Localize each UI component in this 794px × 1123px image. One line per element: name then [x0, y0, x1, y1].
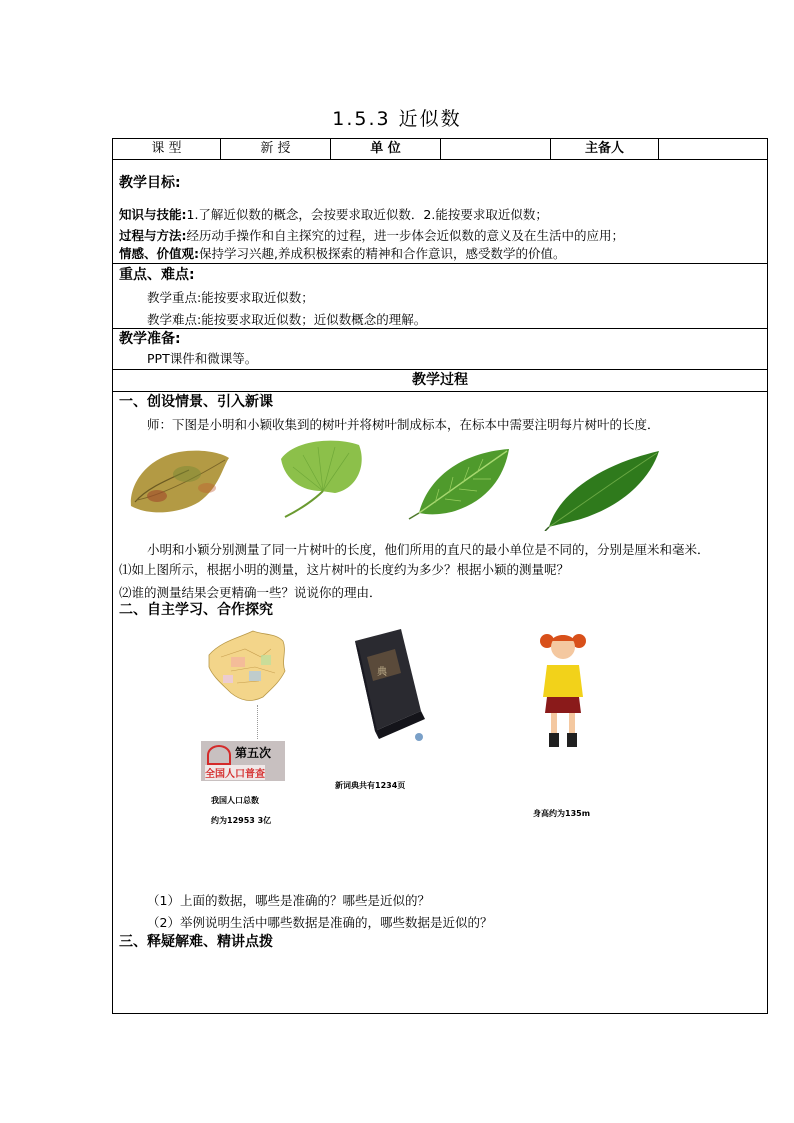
process-heading: 教学过程 [412, 372, 468, 388]
census-badge-line2: 全国人口普查 [205, 765, 265, 780]
population-caption-2: 约为12953 3亿 [211, 816, 272, 825]
population-caption-1: 我国人口总数 [211, 796, 259, 805]
objectives-heading: 教学目标: [119, 175, 181, 191]
preparation-heading: 教学准备: [119, 331, 181, 347]
process-label: 过程与方法: [119, 228, 187, 243]
section2-question-1: （1）上面的数据，哪些是准确的？哪些是近似的？ [147, 893, 430, 908]
divider [113, 391, 767, 392]
preparer-value [659, 139, 767, 159]
difficult-point-line [147, 312, 426, 328]
section2-heading: 二、自主学习、合作探究 [119, 602, 273, 618]
knowledge-text: 1.了解近似数的概念，会按要求取近似数．2.能按要求取近似数； [186, 207, 548, 222]
emotion-text: 保持学习兴趣,养成积极探索的精神和合作意识，感受数学的价值。 [199, 246, 566, 261]
preparer-label: 主备人 [551, 139, 659, 159]
emotion-label: 情感、价值观: [119, 246, 199, 261]
census-badge-line1: 第五次 [235, 746, 272, 760]
difficult-point-label: 教学难点: [147, 312, 202, 327]
census-badge [201, 741, 285, 781]
difficult-point-text: 能按要求取近似数；近似数概念的理解。 [201, 312, 427, 327]
ginkgo-leaf-image [263, 435, 373, 521]
long-leaf-image [541, 447, 663, 531]
height-caption: 身高约为135m [533, 809, 591, 818]
section1-question-1: ⑴如上图所示，根据小明的测量，这片树叶的长度约为多少？根据小颖的测量呢？ [119, 562, 570, 577]
section2-question-2: （2）举例说明生活中哪些数据是准确的，哪些数据是近似的？ [147, 915, 493, 930]
svg-text:典: 典 [377, 667, 387, 678]
page-title: 1.5.3 近似数 [332, 108, 462, 130]
divider [113, 263, 767, 264]
unit-label: 单 位 [331, 139, 441, 159]
course-type-value: 新 授 [221, 139, 331, 159]
section1-question-2: ⑵谁的测量结果会更精确一些？说说你的理由． [119, 585, 382, 600]
emotion-line [119, 246, 565, 262]
knowledge-label: 知识与技能: [119, 207, 187, 222]
key-point-text: 能按要求取近似数； [201, 290, 314, 305]
preparation-text: PPT课件和微课等。 [147, 351, 258, 366]
section1-heading: 一、创设情景、引入新课 [119, 394, 273, 410]
section1-paragraph: 小明和小颖分别测量了同一片树叶的长度，他们所用的直尺的最小单位是不同的，分别是厘米和毫米． [147, 542, 710, 557]
section1-intro: 师：下图是小明和小颖收集到的树叶并将树叶制成标本，在标本中需要注明每片树叶的长度． [147, 417, 660, 432]
unit-value [441, 139, 551, 159]
dictionary-caption: 新词典共有1234页 [335, 781, 406, 790]
key-points-heading: 重点、难点: [119, 267, 195, 283]
serrated-leaf-image [405, 441, 517, 521]
knowledge-line [119, 207, 548, 223]
header-row [113, 139, 767, 160]
map-dotted-line [257, 705, 268, 739]
key-point-label: 教学重点: [147, 290, 202, 305]
key-point-line [147, 290, 314, 306]
lesson-plan-table [112, 138, 768, 1014]
process-line [119, 228, 624, 244]
dictionary-book-image [349, 627, 433, 751]
girl-image [533, 627, 593, 755]
china-map-image [201, 627, 291, 717]
divider [113, 328, 767, 329]
process-text: 经历动手操作和自主探究的过程，进一步体会近似数的意义及在生活中的应用； [186, 228, 625, 243]
divider [113, 369, 767, 370]
autumn-leaf-image [127, 444, 231, 516]
census-logo-icon [207, 745, 231, 765]
section3-heading: 三、释疑解难、精讲点拨 [119, 934, 273, 950]
course-type-label: 课 型 [113, 139, 221, 159]
